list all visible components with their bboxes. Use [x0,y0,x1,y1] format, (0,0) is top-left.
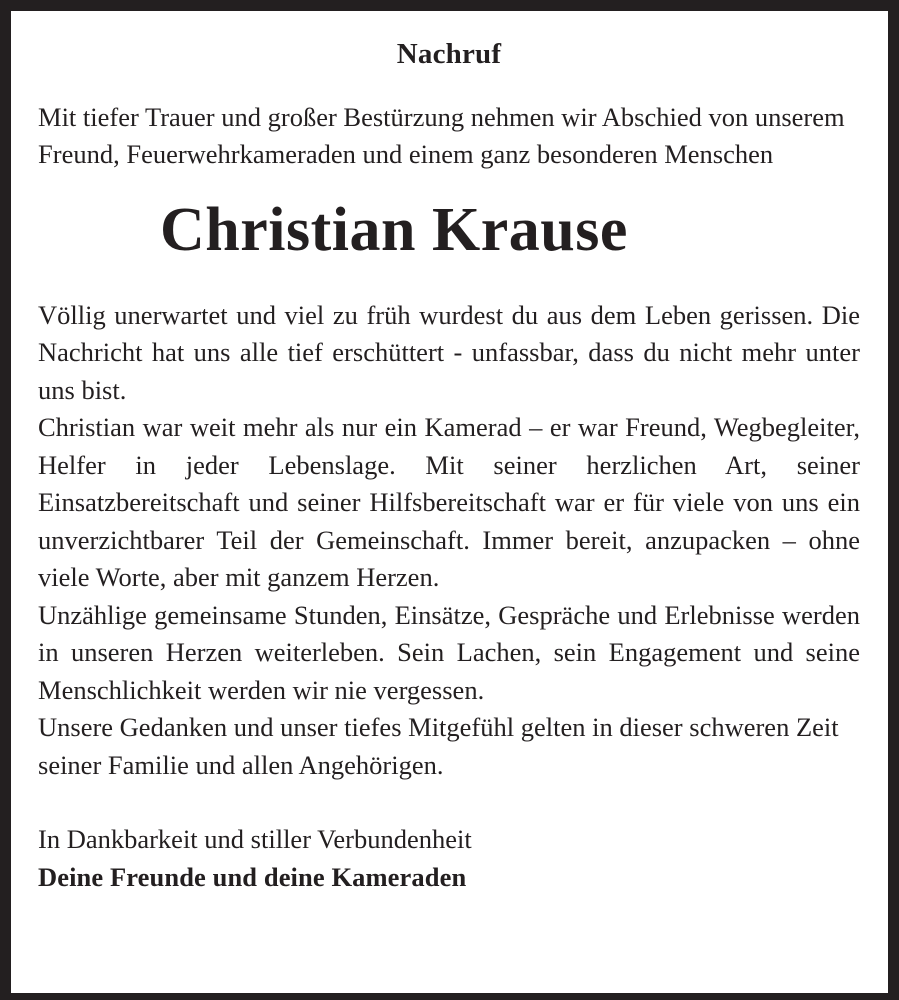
closing-block [38,784,860,896]
notice-border-top [0,0,899,11]
deceased-name: Christian Krause [160,196,628,265]
body-paragraph: Unsere Gedanken und unser tiefes Mitgefühl gelten in dieser schweren Zeit seiner Familie und allen Angehörigen. [38,712,839,780]
notice-border-right [888,0,899,1000]
valediction-line: In Dankbarkeit und stiller Verbundenheit [38,824,472,855]
notice-content [38,11,860,993]
notice-paper [11,11,888,993]
lead-paragraph: Mit tiefer Trauer und großer Bestürzung nehmen wir Abschied von unserem Freund, Feuerwehrkameraden und einem ganz besonderen Menschen [38,102,845,170]
notice-border-bottom [0,993,899,1000]
signature-line: Deine Freunde und deine Kameraden [38,861,467,892]
body-paragraph: Christian war weit mehr als nur ein Kamerad – er war Freund, Wegbegleiter, Helfer in jeder Lebenslage. Mit seiner herzlichen Art, seiner Einsatzbereitschaft und seiner Hilfsbereitschaft war er für viele von uns ein unverzichtbarer Teil der Gemeinschaft. Immer bereit, anzupacken – ohne viele Worte, aber mit ganzem Herzen. [38,412,860,593]
body-copy [38,263,860,785]
body-paragraph: Völlig unerwartet und viel zu früh wurdest du aus dem Leben gerissen. Die Nachricht hat uns alle tief erschüttert - unfassbar, dass du nicht mehr unter uns bist. [38,299,860,405]
body-paragraph: Unzählige gemeinsame Stunden, Einsätze, Gespräche und Erlebnisse werden in unseren Herzen weiterleben. Sein Lachen, sein Engagement und seine Menschlichkeit werden wir nie vergessen. [38,599,860,705]
page-title: Nachruf [396,38,502,70]
notice-border-left [0,0,11,1000]
